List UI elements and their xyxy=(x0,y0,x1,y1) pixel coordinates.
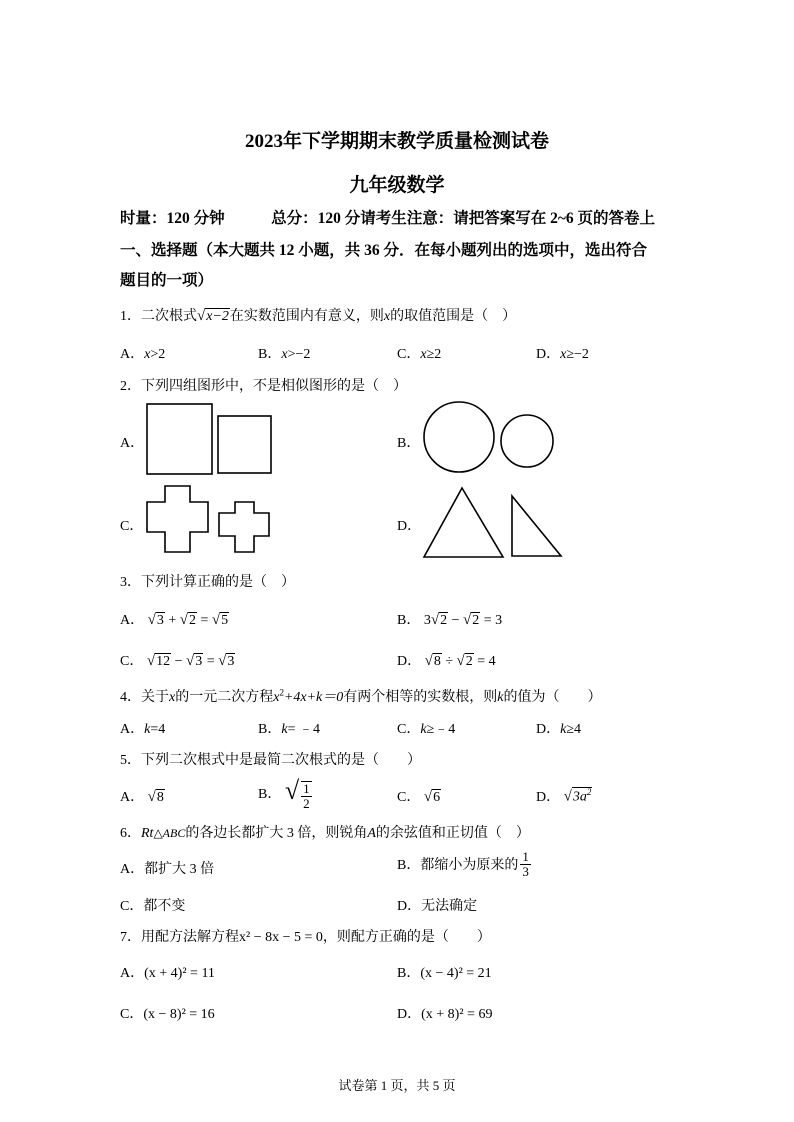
sqrt: √8 xyxy=(424,653,441,669)
option-text: ≥−2 xyxy=(566,347,589,362)
q3-option-d[interactable] xyxy=(397,650,496,670)
denominator: 3 xyxy=(522,863,529,879)
exam-info: 时量：120 分钟 总分：120 分请考生注意：请把答案写在 2~6 页的答卷上 xyxy=(120,210,656,227)
option-text: (x + 8)² = 69 xyxy=(421,1007,493,1022)
q6-text-2: 的余弦值和正切值（ ） xyxy=(375,826,530,841)
option-var: x xyxy=(281,347,288,362)
option-label: C． xyxy=(120,899,144,914)
radicand: 2 xyxy=(189,613,196,628)
radicand: 2 xyxy=(465,654,473,669)
q6-option-c[interactable] xyxy=(120,895,185,915)
q4-text-2: 有两个相等的实数根，则 xyxy=(343,690,498,705)
q4-eq-x: x xyxy=(273,690,280,705)
q4-text-3: 的值为（ ） xyxy=(503,690,602,705)
denominator: 2 xyxy=(303,795,310,811)
q6-option-b[interactable] xyxy=(397,850,533,878)
radicand: 5 xyxy=(221,613,229,628)
q6-number: 6． xyxy=(120,826,141,841)
q5-option-d[interactable] xyxy=(536,786,592,806)
small-cross-shape xyxy=(219,502,269,552)
q4-option-c[interactable] xyxy=(397,718,455,738)
q2-option-b-label[interactable]: B． xyxy=(397,436,421,451)
question-6 xyxy=(120,822,530,842)
question-1 xyxy=(120,305,516,325)
large-cross-shape xyxy=(147,486,208,552)
operator: − xyxy=(174,654,183,669)
question-2: 2．下列四组图形中，不是相似图形的是（ ） xyxy=(120,379,407,394)
option-text: 无法确定 xyxy=(421,899,478,914)
option-text: = ﹣4 xyxy=(287,722,320,737)
q1-option-b[interactable] xyxy=(258,343,310,363)
option-var: k xyxy=(560,722,567,737)
q1-radicand: x−2 xyxy=(206,309,229,324)
q7-prefix: 7．用配方法解方程 xyxy=(120,930,239,945)
option-label: D． xyxy=(397,654,422,669)
sqrt: √6 xyxy=(423,789,441,805)
radicand: 3 xyxy=(195,654,203,669)
option-label: D． xyxy=(397,899,422,914)
question-5: 5．下列二次根式中是最简二次根式的是（ ） xyxy=(120,753,421,768)
option-text: (x − 4)² = 21 xyxy=(420,966,492,981)
radicand: 8 xyxy=(433,654,441,669)
sqrt: √3 xyxy=(218,653,235,669)
option-label: C． xyxy=(397,347,421,362)
q1-sqrt: √x−2 xyxy=(197,308,229,324)
operator: ÷ xyxy=(445,654,454,669)
q4-eq-exponent: 2 xyxy=(279,687,284,698)
q2-option-d-label[interactable]: D． xyxy=(397,519,422,534)
isosceles-triangle xyxy=(424,488,503,557)
operator: + xyxy=(168,613,177,628)
option-text: =4 xyxy=(150,722,166,737)
q6-option-d[interactable] xyxy=(397,895,477,915)
q2-figure-b xyxy=(415,398,565,480)
option-label: C． xyxy=(120,654,144,669)
sqrt: √8 xyxy=(147,789,164,805)
q1-option-c[interactable] xyxy=(397,343,441,363)
option-var: x xyxy=(560,347,567,362)
sqrt: √12 xyxy=(146,653,171,669)
q2-option-c-label[interactable]: C． xyxy=(120,519,144,534)
sqrt: √3 xyxy=(147,612,164,628)
q4-var: x xyxy=(169,690,176,705)
option-text: >−2 xyxy=(287,347,311,362)
q5-option-a[interactable] xyxy=(120,786,165,806)
page-title: 2023年下学期期末教学质量检测试卷 xyxy=(244,131,549,152)
question-7 xyxy=(120,926,491,946)
sqrt: √2 xyxy=(462,612,480,628)
q3-option-c[interactable] xyxy=(120,650,235,670)
option-var: k xyxy=(420,722,427,737)
option-text: ≥2 xyxy=(426,347,442,362)
q6-rt: Rt xyxy=(141,826,154,841)
option-label: B． xyxy=(397,858,421,874)
option-label: C． xyxy=(397,790,421,805)
large-circle xyxy=(424,402,494,472)
q4-prefix: 4．关于 xyxy=(120,690,169,705)
sqrt: $√3a^2$ xyxy=(563,787,592,805)
option-label: D． xyxy=(397,1007,422,1022)
small-square xyxy=(218,416,271,473)
small-circle xyxy=(501,415,553,467)
option-text: ≥﹣4 xyxy=(426,722,456,737)
q1-text-2: 的取值范围是（ ） xyxy=(390,309,517,324)
q1-var: x xyxy=(383,309,391,324)
q6-option-a[interactable] xyxy=(120,858,214,878)
q5-option-c[interactable] xyxy=(397,786,441,806)
q2-figure-d xyxy=(420,482,570,564)
option-label: B． xyxy=(258,722,282,737)
q2-option-a-label[interactable]: A． xyxy=(120,436,145,451)
option-label: C． xyxy=(397,722,421,737)
option-label: B． xyxy=(258,787,282,803)
radicand-base: 3a xyxy=(572,790,587,805)
radicand: 12 xyxy=(156,654,171,669)
equals: = xyxy=(200,613,209,628)
option-label: B． xyxy=(397,966,421,981)
q7-option-c[interactable] xyxy=(120,1003,215,1023)
option-label: A． xyxy=(120,790,145,805)
sqrt: √2 xyxy=(179,612,196,628)
section-heading-line2: 题目的一项） xyxy=(120,272,214,289)
option-text: ≥4 xyxy=(566,722,582,737)
radicand: 2 xyxy=(472,613,480,628)
right-triangle xyxy=(512,496,561,556)
q3-option-a[interactable] xyxy=(120,609,229,629)
option-text: 都扩大 3 倍 xyxy=(144,862,215,877)
option-label: D． xyxy=(536,347,561,362)
option-var: x xyxy=(420,347,427,362)
q5-option-b[interactable] xyxy=(258,776,314,810)
fraction xyxy=(301,781,312,810)
option-label: A． xyxy=(120,862,145,877)
q4-var-k: k xyxy=(497,690,504,705)
fraction xyxy=(520,850,531,878)
q7-option-b[interactable] xyxy=(397,962,492,982)
q7-option-d[interactable] xyxy=(397,1003,492,1023)
radicand: 3 xyxy=(156,613,164,628)
sqrt: √3 xyxy=(185,653,203,669)
q4-eq-rest: +4x+k＝0 xyxy=(283,690,344,705)
equals: = 3 xyxy=(483,613,503,628)
numerator: 1 xyxy=(522,849,529,864)
radicand-exponent: 2 xyxy=(586,787,592,798)
option-text: (x + 4)² = 11 xyxy=(144,966,215,981)
option-label: D． xyxy=(536,790,561,805)
option-text: 都缩小为原来的 xyxy=(420,858,519,874)
q7-equation: x² − 8x − 5 = 0 xyxy=(239,930,323,945)
option-var: k xyxy=(281,722,288,737)
question-4 xyxy=(120,686,601,706)
section-heading-line1: 一、选择题（本大题共 12 小题，共 36 分．在每小题列出的选项中，选出符合 xyxy=(120,242,648,259)
sqrt: √2 xyxy=(456,653,473,669)
sqrt: √2 xyxy=(430,612,448,628)
q6-var: A xyxy=(367,826,376,841)
equals: = 4 xyxy=(477,654,496,669)
coefficient: 3 xyxy=(423,613,431,628)
q7-text: ，则配方正确的是（ ） xyxy=(322,930,491,945)
option-label: B． xyxy=(397,613,421,628)
option-var: k xyxy=(144,722,151,737)
q3-option-b[interactable] xyxy=(397,609,502,629)
q1-option-a[interactable] xyxy=(120,343,165,363)
q4-option-a[interactable] xyxy=(120,718,165,738)
q4-option-b[interactable] xyxy=(258,718,320,738)
q6-triangle: △ABC xyxy=(153,826,186,840)
q4-text: 的一元二次方程 xyxy=(175,690,274,705)
option-label: A． xyxy=(120,966,145,981)
q2-figure-c xyxy=(140,480,280,565)
option-label: A． xyxy=(120,347,145,362)
option-text: (x − 8)² = 16 xyxy=(143,1007,215,1022)
question-3: 3．下列计算正确的是（ ） xyxy=(120,575,295,590)
option-text: 都不变 xyxy=(143,899,186,914)
radicand: 6 xyxy=(433,790,441,805)
q6-text: 的各边长都扩大 3 倍，则锐角 xyxy=(185,826,368,841)
radicand: 2 xyxy=(440,613,448,628)
sqrt: √5 xyxy=(211,612,229,628)
option-label: D． xyxy=(536,722,561,737)
option-label: A． xyxy=(120,613,145,628)
option-label: C． xyxy=(120,1007,144,1022)
option-label: B． xyxy=(258,347,282,362)
page-subtitle: 九年级数学 xyxy=(349,175,445,196)
operator: − xyxy=(451,613,460,628)
equals: = xyxy=(206,654,215,669)
q1-prefix: 1．二次根式 xyxy=(120,309,197,324)
option-text: >2 xyxy=(150,347,166,362)
q4-option-d[interactable] xyxy=(536,718,581,738)
page-footer: 试卷第 1 页，共 5 页 xyxy=(338,1078,456,1093)
radicand xyxy=(572,787,593,805)
large-square xyxy=(147,404,212,474)
q1-option-d[interactable] xyxy=(536,343,589,363)
option-label: A． xyxy=(120,722,145,737)
q2-figure-a xyxy=(140,398,280,480)
q1-text-1: 在实数范围内有意义，则 xyxy=(229,309,384,324)
q7-option-a[interactable] xyxy=(120,962,215,982)
radicand: 3 xyxy=(227,654,235,669)
sqrt: √ $\frac{1}{2}$ xyxy=(284,776,310,811)
numerator: 1 xyxy=(303,781,310,797)
option-var: x xyxy=(144,347,151,362)
radicand: 8 xyxy=(156,790,164,805)
